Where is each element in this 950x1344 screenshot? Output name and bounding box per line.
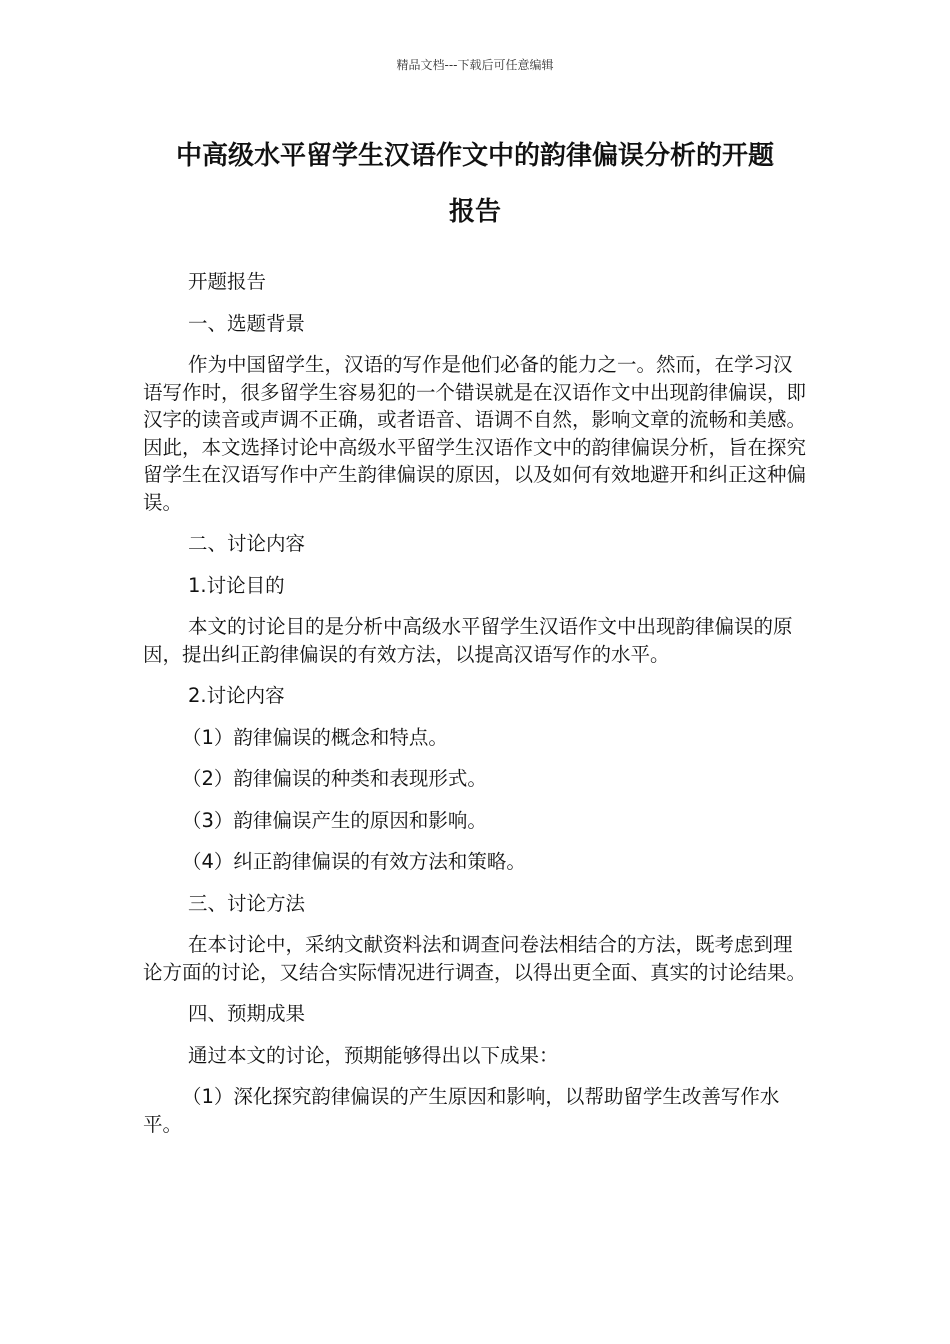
subheading-discussion-purpose: 1.讨论目的 xyxy=(188,573,285,597)
document-title xyxy=(140,128,810,240)
paragraph-methods: 在本讨论中，采纳文献资料法和调查问卷法相结合的方法，既考虑到理论方面的讨论，又结合实际情况进行调查，以得出更全面、真实的讨论结果。 xyxy=(143,933,807,984)
list-item: （3）韵律偏误产生的原因和影响。 xyxy=(182,808,487,832)
list-item-text: （1）深化探究韵律偏误的产生原因和影响，以帮助留学生改善写作水平。 xyxy=(143,1085,780,1136)
list-item: （2）韵律偏误的种类和表现形式。 xyxy=(182,767,487,790)
subheading-discussion-items: 2.讨论内容 xyxy=(188,684,285,707)
section-heading-background: 一、选题背景 xyxy=(188,311,306,335)
list-item: （4）纠正韵律偏误的有效方法和策略。 xyxy=(182,850,526,873)
paragraph-background: 作为中国留学生，汉语的写作是他们必备的能力之一。然而，在学习汉语写作时，很多留学生容易犯的一个错误就是在汉语作文中出现韵律偏误，即汉字的读音或声调不正确，或者语音、语调不自然，影响文章的流畅和美感。因此，本文选择讨论中高级水平留学生汉语作文中的韵律偏误分析，旨在探究留学生在汉语写作中产生韵律偏误的原因，以及如何有效地避开和纠正这种偏误。 xyxy=(143,353,807,514)
document-body xyxy=(143,268,808,1152)
paragraph-expected-results-intro: 通过本文的讨论，预期能够得出以下成果： xyxy=(188,1043,559,1067)
page-header: 精品文档---下载后可任意编辑 xyxy=(396,58,554,72)
section-heading-discussion-content: 二、讨论内容 xyxy=(188,532,306,555)
list-item: （1）韵律偏误的概念和特点。 xyxy=(182,725,448,749)
report-label: 开题报告 xyxy=(188,270,267,293)
section-heading-methods: 三、讨论方法 xyxy=(188,891,306,915)
section-heading-expected-results: 四、预期成果 xyxy=(188,1002,306,1025)
paragraph-discussion-purpose: 本文的讨论目的是分析中高级水平留学生汉语作文中出现韵律偏误的原因，提出纠正韵律偏误的有效方法，以提高汉语写作的水平。 xyxy=(143,615,793,666)
document-title-line-1: 中高级水平留学生汉语作文中的韵律偏误分析的开题 xyxy=(175,141,774,171)
list-item xyxy=(143,1083,808,1138)
document-title-line-2: 报告 xyxy=(448,197,501,227)
